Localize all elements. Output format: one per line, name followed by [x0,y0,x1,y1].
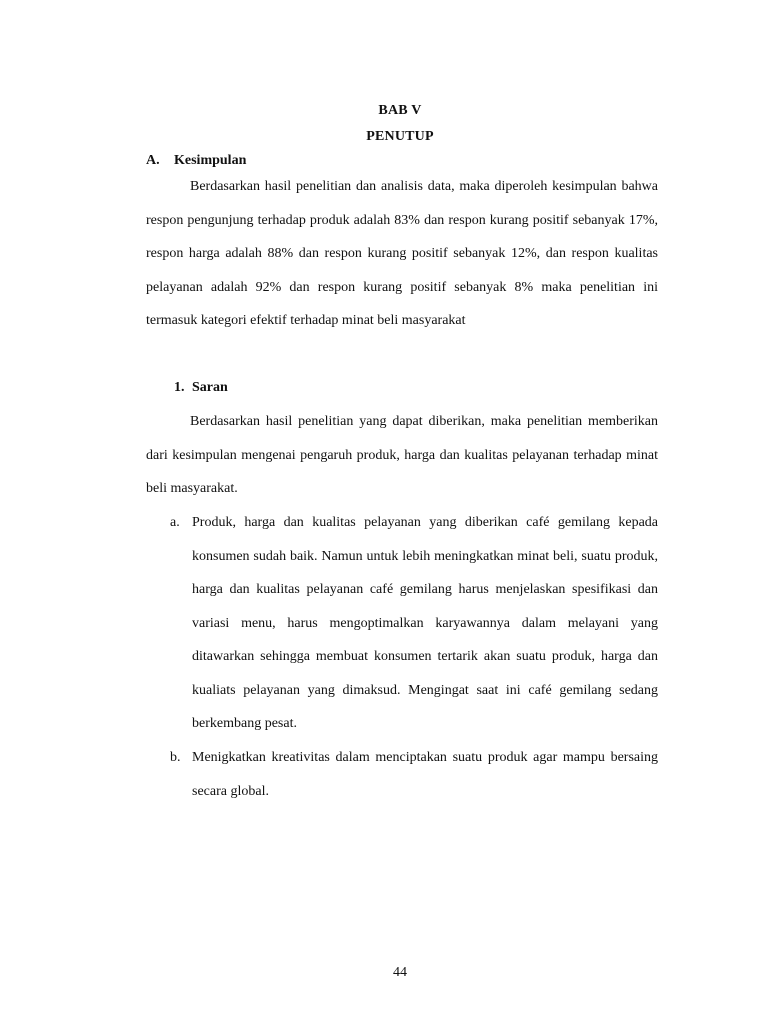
chapter-title: PENUTUP [366,129,434,144]
list-item-text: Produk, harga dan kualitas pelayanan yang diberikan café gemilang kepada konsumen sudah baik. Namun untuk lebih meningkatkan minat beli, suatu produk, harga dan kualitas pelayanan café gemilang harus menjelaskan spesifikasi dan variasi menu, harus mengoptimalkan karyawannya dalam melayani yang ditawarkan sehingga membuat konsumen tertarik akan suatu produk, harga dan kualiats pelayanan yang dimaksud. Mengingat saat ini café gemilang sedang berkembang pesat. [192,515,658,731]
page-number: 44 [393,965,407,980]
section-marker: A. [146,153,160,168]
section-heading-kesimpulan [146,152,246,170]
list-marker: a. [170,515,180,530]
chapter-number: BAB V [378,103,422,118]
list-item [170,741,658,808]
list-item-text: Menigkatkan kreativitas dalam menciptakan suatu produk agar mampu bersaing secara global. [192,750,658,799]
list-marker: b. [170,750,181,765]
subsection-heading-saran [174,379,228,397]
subsection-heading-text: Saran [192,380,228,395]
subsection-marker: 1. [174,380,185,395]
saran-paragraph: Berdasarkan hasil penelitian yang dapat diberikan, maka penelitian memberikan dari kesimpulan mengenai pengaruh produk, harga dan kualitas pelayanan terhadap minat beli masyarakat. [146,414,658,496]
list-item [170,506,658,741]
kesimpulan-paragraph: Berdasarkan hasil penelitian dan analisis data, maka diperoleh kesimpulan bahwa respon pengunjung terhadap produk adalah 83% dan respon kurang positif sebanyak 17%, respon harga adalah 88% dan respon kurang positif sebanyak 12%, dan respon kualitas pelayanan adalah 92% dan respon kurang positif sebanyak 8% maka penelitian ini termasuk kategori efektif terhadap minat beli masyarakat [146,179,658,328]
section-heading-text: Kesimpulan [174,153,247,168]
